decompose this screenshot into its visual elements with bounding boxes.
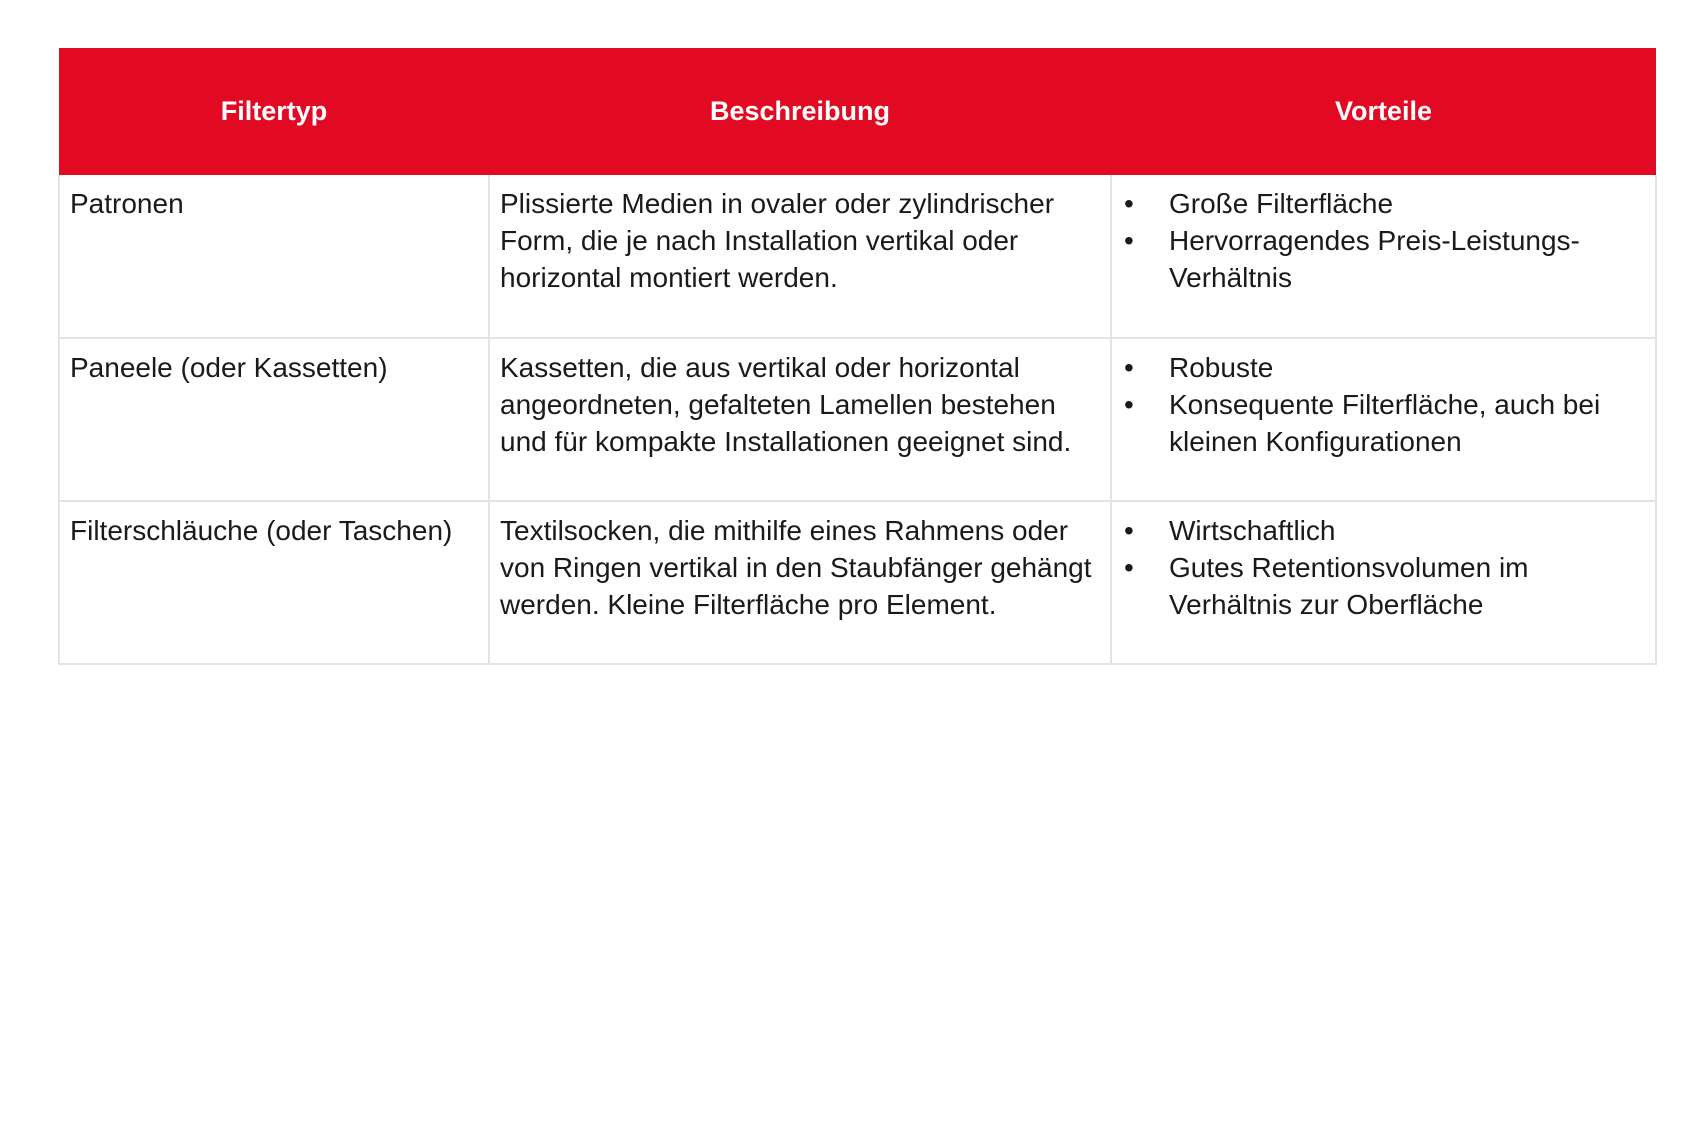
list-item: • Große Filterfläche bbox=[1122, 185, 1645, 222]
advantages-list bbox=[1122, 512, 1645, 623]
list-item: • Hervorragendes Preis-Leistungs-Verhältnis bbox=[1122, 222, 1645, 296]
header-vorteile: Vorteile bbox=[1111, 48, 1656, 175]
table-row bbox=[59, 501, 1656, 664]
header-row bbox=[59, 48, 1656, 175]
list-item: • Konsequente Filterfläche, auch bei kleinen Konfigurationen bbox=[1122, 386, 1645, 460]
cell-advantages bbox=[1111, 175, 1656, 338]
table-row bbox=[59, 175, 1656, 338]
table-body bbox=[59, 175, 1656, 664]
cell-description: Plissierte Medien in ovaler oder zylindrischer Form, die je nach Installation vertikal oder horizontal montiert werden. bbox=[489, 175, 1111, 338]
list-item: • Robuste bbox=[1122, 349, 1645, 386]
advantages-list bbox=[1122, 185, 1645, 296]
cell-description: Textilsocken, die mithilfe eines Rahmens oder von Ringen vertikal in den Staubfänger gehängt werden. Kleine Filterfläche pro Element. bbox=[489, 501, 1111, 664]
cell-advantages bbox=[1111, 501, 1656, 664]
cell-filter-type: Filterschläuche (oder Taschen) bbox=[59, 501, 489, 664]
cell-filter-type: Paneele (oder Kassetten) bbox=[59, 338, 489, 501]
list-item: • Wirtschaftlich bbox=[1122, 512, 1645, 549]
header-filtertyp: Filtertyp bbox=[59, 48, 489, 175]
table-header bbox=[59, 48, 1656, 175]
cell-advantages bbox=[1111, 338, 1656, 501]
filter-type-table bbox=[58, 48, 1657, 665]
cell-filter-type: Patronen bbox=[59, 175, 489, 338]
cell-description: Kassetten, die aus vertikal oder horizontal angeordneten, gefalteten Lamellen bestehen und für kompakte Installationen geeignet sind. bbox=[489, 338, 1111, 501]
filter-type-table-container bbox=[58, 48, 1655, 665]
header-beschreibung: Beschreibung bbox=[489, 48, 1111, 175]
advantages-list bbox=[1122, 349, 1645, 460]
list-item: • Gutes Retentionsvolumen im Verhältnis zur Oberfläche bbox=[1122, 549, 1645, 623]
table-row bbox=[59, 338, 1656, 501]
